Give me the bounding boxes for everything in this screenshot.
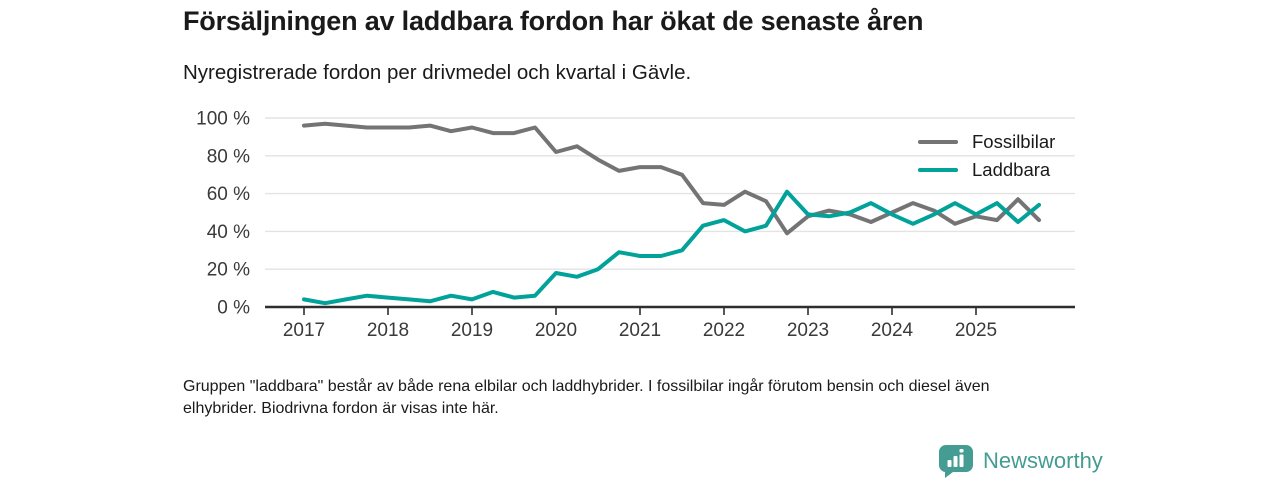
x-axis-label: 2022	[702, 320, 746, 341]
x-axis-label: 2024	[870, 320, 914, 341]
x-axis-label: 2023	[786, 320, 830, 341]
y-axis-label: 0 %	[217, 297, 250, 319]
x-axis-label: 2025	[954, 320, 998, 341]
legend-label: Fossilbilar	[972, 131, 1056, 152]
y-axis-label: 60 %	[206, 184, 250, 206]
x-axis-label: 2020	[534, 320, 578, 341]
legend-item-laddbara	[918, 156, 1055, 184]
y-axis-label: 20 %	[206, 259, 250, 281]
x-axis-label: 2019	[450, 320, 494, 341]
x-axis-label: 2021	[618, 320, 662, 341]
x-axis-label: 2017	[282, 320, 326, 341]
y-axis-label: 40 %	[206, 221, 250, 243]
legend-label: Laddbara	[972, 159, 1051, 180]
chart-subtitle: Nyregistrerade fordon per drivmedel och kvartal i Gävle.	[183, 61, 692, 84]
footnote: Gruppen "laddbara" består av både rena elbilar och laddhybrider. I fossilbilar ingår förutom bensin och diesel även elhybrider. Biodrivna fordon är visas inte här.	[183, 378, 990, 417]
x-axis-label: 2018	[366, 320, 410, 341]
y-axis-label: 100 %	[196, 108, 250, 130]
page-title: Försäljningen av laddbara fordon har ökat de senaste åren	[183, 6, 924, 36]
chart-area	[183, 105, 1097, 345]
newsworthy-logo[interactable]	[938, 444, 1103, 478]
legend-swatch	[918, 168, 958, 173]
y-axis-label: 80 %	[206, 146, 250, 168]
bar-chart-speech-bubble-icon	[938, 444, 974, 478]
chart-legend	[918, 128, 1055, 184]
legend-item-fossilbilar	[918, 128, 1055, 156]
legend-swatch	[918, 140, 958, 145]
brand-name: Newsworthy	[983, 448, 1103, 473]
